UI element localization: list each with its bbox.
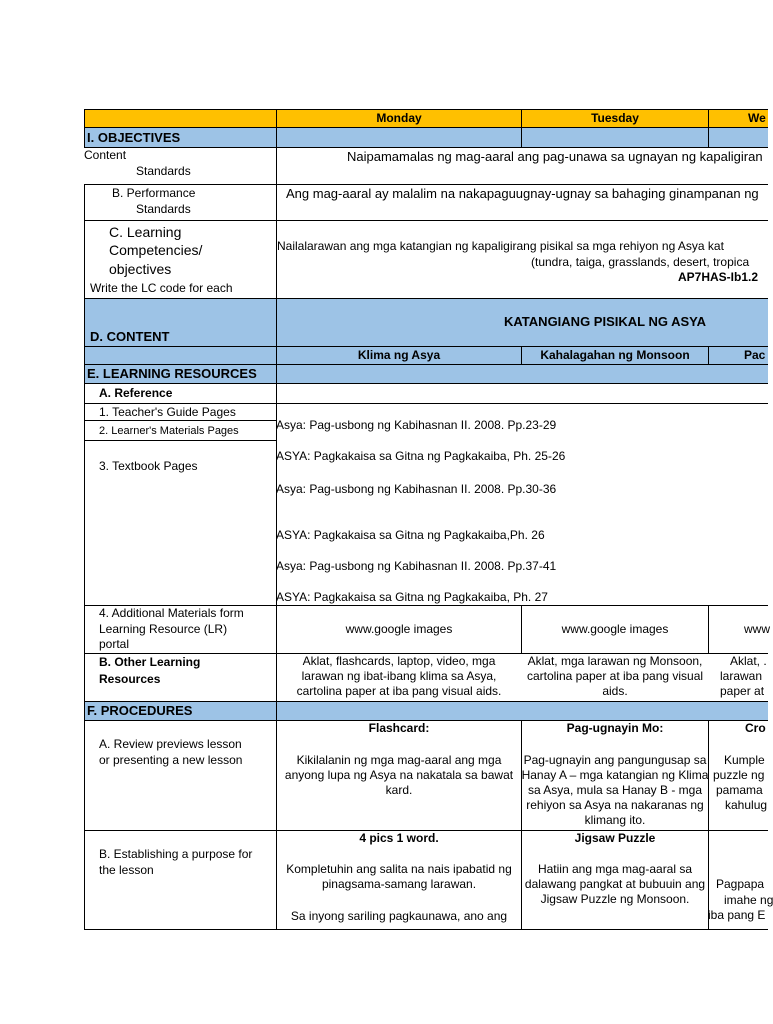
purpose-wednesday-line-1: Pagpapa	[716, 877, 765, 891]
textbook-line-5: Asya: Pag-usbong ng Kabihasnan II. 2008. Pp.37-41	[276, 559, 557, 573]
lc-label-2: Competencies/	[109, 242, 203, 258]
review-label-1: A. Review previews lesson	[99, 737, 242, 751]
learners-materials-label: 2. Learner's Materials Pages	[99, 425, 239, 437]
reference-label: A. Reference	[99, 386, 173, 400]
review-wednesday-line-1: Kumple	[724, 753, 765, 767]
section-procedures: F. PROCEDURES	[87, 703, 193, 718]
header-monday: Monday	[376, 111, 422, 125]
section-learning-resources: E. LEARNING RESOURCES	[87, 366, 257, 381]
content-tuesday-topic: Kahalagahan ng Monsoon	[540, 348, 690, 362]
review-wednesday-title: Cro	[745, 721, 766, 735]
additional-materials-label-1: 4. Additional Materials form	[99, 606, 244, 620]
other-resources-wed-3: paper at	[720, 684, 765, 698]
purpose-wednesday-line-2: imahe ng	[724, 893, 773, 907]
purpose-wednesday-line-3: iba pang E	[708, 908, 766, 922]
other-resources-wed-1: Aklat, .	[730, 654, 767, 668]
content-standards-label-2: Standards	[136, 164, 191, 178]
purpose-monday-title: 4 pics 1 word.	[359, 831, 439, 845]
other-resources-wed-2: larawan	[720, 669, 763, 683]
content-standards-label-1: Content	[84, 148, 127, 162]
review-label-2: or presenting a new lesson	[99, 753, 243, 767]
purpose-tuesday-text: Hatiin ang mga mag-aaral sa dalawang pangkat at bubuuin ang Jigsaw Puzzle ng Monsoon.	[524, 862, 706, 906]
performance-standards-label-2: Standards	[136, 202, 191, 216]
review-tuesday-title: Pag-ugnayin Mo:	[566, 721, 664, 735]
other-resources-label-2: Resources	[99, 672, 161, 686]
review-wednesday-line-2: puzzle ng	[713, 768, 765, 782]
lc-label-3: objectives	[109, 261, 172, 277]
lc-label-1: C. Learning	[109, 224, 182, 240]
content-standards-text: Naipamamalas ng mag-aaral ang pag-unawa sa ugnayan ng kapaligiran	[347, 149, 763, 164]
additional-wednesday: www	[744, 622, 770, 636]
purpose-label-1: B. Establishing a purpose for	[99, 847, 253, 861]
additional-materials-label-2: Learning Resource (LR)	[99, 622, 228, 636]
section-content: D. CONTENT	[90, 329, 170, 344]
textbook-line-2: ASYA: Pagkakaisa sa Gitna ng Pagkakaiba, Ph. 25-26	[276, 449, 566, 463]
content-wednesday-topic: Pac	[744, 348, 766, 362]
purpose-label-2: the lesson	[99, 863, 154, 877]
lc-text-2: (tundra, taiga, grasslands, desert, tropica	[531, 255, 750, 269]
textbook-line-4: ASYA: Pagkakaisa sa Gitna ng Pagkakaiba,Ph. 26	[276, 528, 545, 542]
lc-label-4: Write the LC code for each	[90, 281, 233, 295]
textbook-pages-label: 3. Textbook Pages	[99, 459, 198, 473]
other-resources-label-1: B. Other Learning	[99, 655, 201, 669]
additional-materials-label-3: portal	[99, 637, 130, 651]
purpose-monday-text-2: Sa inyong sariling pagkaunawa, ano ang	[290, 909, 508, 923]
purpose-tuesday-title: Jigsaw Puzzle	[574, 831, 656, 845]
other-resources-tuesday: Aklat, mga larawan ng Monsoon, cartolina paper at iba pang visual aids.	[526, 654, 704, 698]
header-tuesday: Tuesday	[591, 111, 639, 125]
content-monday-topic: Klima ng Asya	[357, 348, 441, 362]
section-objectives: I. OBJECTIVES	[87, 130, 181, 145]
content-main-title: KATANGIANG PISIKAL NG ASYA	[504, 314, 707, 329]
textbook-line-6: ASYA: Pagkakaisa sa Gitna ng Pagkakaiba, Ph. 27	[276, 590, 548, 604]
review-wednesday-line-3: pamama	[716, 783, 763, 797]
lc-text-1: Nailalarawan ang mga katangian ng kapaligirang pisikal sa mga rehiyon ng Asya kat	[277, 239, 724, 253]
additional-monday: www.google images	[345, 622, 453, 636]
textbook-line-3: Asya: Pag-usbong ng Kabihasnan II. 2008. Pp.30-36	[276, 482, 557, 496]
additional-tuesday: www.google images	[561, 622, 669, 636]
textbook-line-1: Asya: Pag-usbong ng Kabihasnan II. 2008. Pp.23-29	[276, 418, 557, 432]
other-resources-monday: Aklat, flashcards, laptop, video, mga larawan ng ibat-ibang klima sa Asya, cartolina paper at iba pang visual aids.	[296, 654, 502, 698]
performance-standards-label-1: B. Performance	[112, 186, 196, 200]
objectives-band	[84, 127, 768, 147]
review-wednesday-line-4: kahulug	[725, 798, 768, 812]
header-wednesday: We	[748, 111, 766, 125]
performance-standards-text: Ang mag-aaral ay malalim na nakapaguugnay-ugnay sa bahaging ginampanan ng	[286, 186, 759, 201]
teachers-guide-label: 1. Teacher's Guide Pages	[99, 405, 236, 419]
review-monday-title: Flashcard:	[368, 721, 430, 735]
review-tuesday-text: Pag-ugnayin ang pangungusap sa Hanay A – mga katangian ng Klima sa Asya, mula sa Hanay B - mga rehiyon sa Asya na nakaranas ng klimang ito.	[521, 753, 709, 827]
purpose-monday-text-1: Kompletuhin ang salita na nais ipabatid ng pinagsama-samang larawan.	[286, 862, 512, 891]
lc-code: AP7HAS-Ib1.2	[678, 270, 759, 284]
lesson-plan-table	[84, 109, 773, 931]
review-monday-text: Kikilalanin ng mga mag-aaral ang mga anyong lupa ng Asya na nakatala sa bawat kard.	[284, 753, 514, 797]
